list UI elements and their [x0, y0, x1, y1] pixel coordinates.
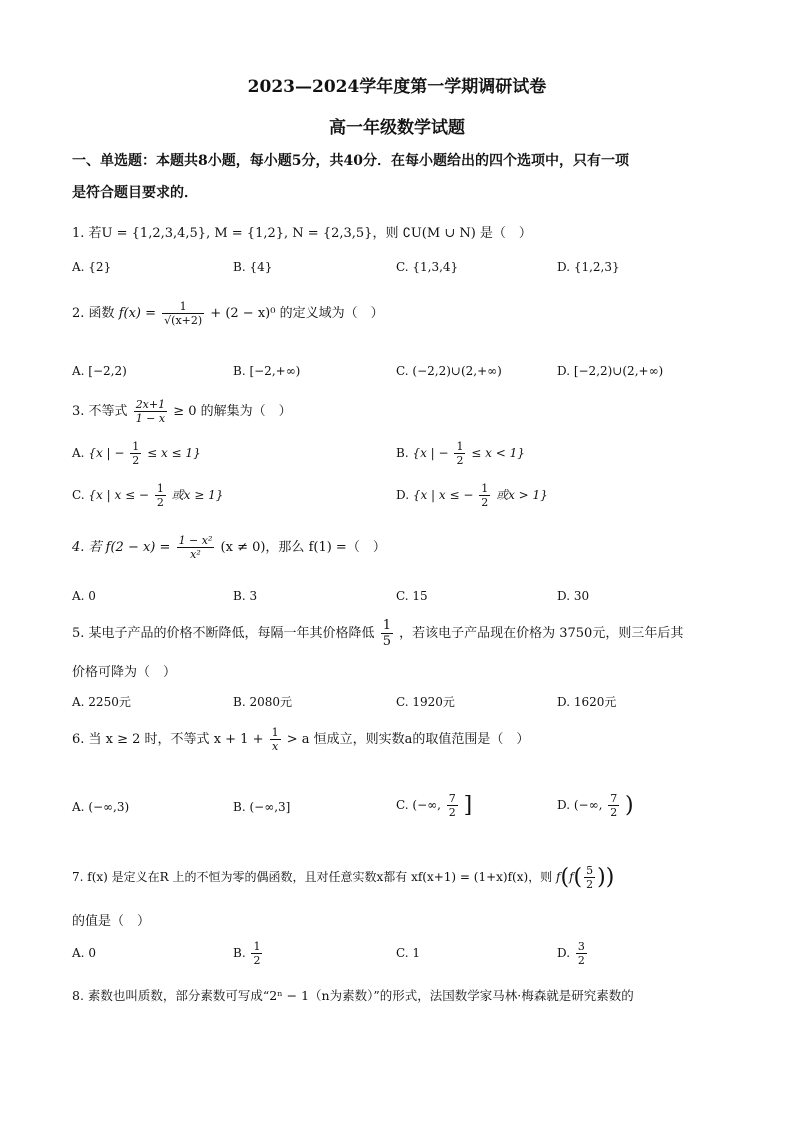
- q6-option-c-post: ]: [463, 793, 473, 818]
- q3-option-b-post: ≤ x < 1}: [471, 446, 525, 460]
- q5-stem-line2: 价格可降为（ ）: [72, 665, 177, 680]
- q5-option-b: B. 2080元: [233, 695, 292, 709]
- q2-tail: + (2 − x)⁰ 的定义域为（ ）: [210, 306, 384, 321]
- section-heading-line1: 一、单选题：本题共8小题，每小题5分，共40分．在每小题给出的四个选项中，只有一项: [72, 153, 629, 169]
- q4-option-b: B. 3: [233, 589, 258, 603]
- q3-option-d: [396, 482, 548, 509]
- q6-option-c: [396, 792, 472, 819]
- q7-numerator: 5: [586, 864, 594, 877]
- q7-f-outer: f: [556, 870, 561, 884]
- q4-option-d: D. 30: [557, 589, 590, 603]
- q1-option-a: A. {2}: [72, 260, 112, 274]
- q3-option-b-label: B.: [396, 446, 409, 460]
- q3-option-b-den: 2: [456, 454, 464, 467]
- q2-option-d: D. [−2,2)∪(2,+∞): [557, 364, 664, 378]
- q3-denominator: 1 − x: [135, 412, 166, 425]
- q6-numerator: 1: [271, 726, 279, 739]
- q7-stem: [72, 864, 614, 891]
- q6-option-d-label: D.: [557, 798, 571, 812]
- q5-option-c: C. 1920元: [396, 695, 455, 709]
- q7-option-c: [396, 946, 420, 960]
- q7-option-a-label: A.: [72, 946, 85, 960]
- q3-option-c-fraction: [155, 482, 166, 509]
- q7-text: 7. f(x) 是定义在R 上的不恒为零的偶函数，且对任意实数x都有 xf(x+1) = (1+x)f(x)，则: [72, 870, 553, 884]
- q4-stem: [72, 534, 386, 561]
- q2-option-c: C. (−2,2)∪(2,+∞): [396, 364, 502, 378]
- q3-option-d-pre: {x | x ≤ −: [412, 488, 474, 502]
- q5-tail: ，若该电子产品现在价格为 3750元，则三年后其: [399, 626, 684, 641]
- q2-prefix: 2. 函数: [72, 306, 115, 321]
- q3-option-a-label: A.: [72, 446, 85, 460]
- q7-fraction: [584, 864, 595, 891]
- q3-option-a: [72, 440, 201, 467]
- q6-option-b-text: (−∞,3]: [249, 800, 291, 814]
- exam-title: 2023—2024学年度第一学期调研试卷: [247, 77, 547, 97]
- q6-option-c-den: 2: [448, 806, 456, 819]
- q6-option-c-fraction: [447, 792, 458, 819]
- q3-option-c-pre: {x | x ≤ −: [88, 488, 149, 502]
- q3-option-a-pre: {x | −: [88, 446, 125, 460]
- q5-fraction: [381, 618, 393, 649]
- q1-stem: 1. 若U = {1,2,3,4,5}, M = {1,2}, N = {2,3,5}，则 ∁U(M ∪ N) 是（ ）: [72, 226, 532, 241]
- q3-option-a-fraction: [130, 440, 141, 467]
- q3-numerator: 2x+1: [135, 398, 166, 411]
- q3-fraction: [134, 398, 167, 425]
- q3-tail: ≥ 0 的解集为（ ）: [173, 404, 292, 419]
- q4-tail: (x ≠ 0)，那么 f(1) =（ ）: [220, 540, 386, 555]
- q6-option-a: [72, 800, 129, 814]
- q7-option-d: [557, 940, 589, 967]
- q3-option-b-num: 1: [456, 440, 464, 453]
- q7-option-d-fraction: [576, 940, 587, 967]
- q4-option-a: A. 0: [72, 589, 96, 603]
- q6-option-d-num: 7: [610, 792, 618, 805]
- q7-option-a-text: 0: [88, 946, 96, 960]
- q2-stem: [72, 300, 384, 327]
- q6-fraction: [270, 726, 281, 753]
- q5-option-d: D. 1620元: [557, 695, 617, 709]
- q7-option-c-text: 1: [412, 946, 421, 960]
- q6-prefix: 6. 当 x ≥ 2 时，不等式 x + 1 +: [72, 732, 264, 747]
- q6-tail: > a 恒成立，则实数a的取值范围是（ ）: [286, 732, 530, 747]
- exam-subtitle: 高一年级数学试题: [329, 118, 465, 138]
- q4-numerator: 1 − x²: [178, 534, 213, 547]
- q3-option-a-num: 1: [132, 440, 140, 453]
- q6-option-d-fraction: [608, 792, 619, 819]
- q6-stem: [72, 726, 529, 753]
- q3-option-b: [396, 440, 525, 467]
- q2-denominator: √(x+2): [164, 314, 203, 327]
- q3-option-b-fraction: [454, 440, 465, 467]
- q6-option-a-text: (−∞,3): [88, 800, 130, 814]
- q6-option-c-pre: (−∞,: [412, 798, 441, 812]
- q1-option-c: C. {1,3,4}: [396, 260, 459, 274]
- q6-option-b: [233, 800, 290, 814]
- q6-option-b-label: B.: [233, 800, 246, 814]
- q3-stem: [72, 398, 292, 425]
- q4-option-c: C. 15: [396, 589, 428, 603]
- q3-option-c-label: C.: [72, 488, 85, 502]
- q7-option-b-fraction: [251, 940, 262, 967]
- q4-denominator: x²: [190, 548, 201, 561]
- q4-fraction: [177, 534, 215, 561]
- q3-option-c-num: 1: [156, 482, 164, 495]
- q7-option-d-den: 2: [577, 954, 585, 967]
- q7-option-d-num: 3: [577, 940, 585, 953]
- q1-option-b: B. {4}: [233, 260, 273, 274]
- q2-option-b: B. [−2,+∞): [233, 364, 301, 378]
- section-heading-line2: 是符合题目要求的．: [72, 185, 198, 201]
- q6-option-d-den: 2: [610, 806, 618, 819]
- q2-option-a: A. [−2,2): [72, 364, 127, 378]
- q3-prefix: 3. 不等式: [72, 404, 128, 419]
- q3-option-c-post: 或x ≥ 1}: [171, 488, 224, 502]
- q5-option-a: A. 2250元: [72, 695, 131, 709]
- q5-denominator: 5: [382, 634, 391, 649]
- q7-paren-open: (: [560, 865, 570, 890]
- q6-option-a-label: A.: [72, 800, 85, 814]
- q2-function: f(x) =: [118, 306, 156, 321]
- q6-option-c-label: C.: [396, 798, 409, 812]
- q7-stem-line2: 的值是（ ）: [72, 914, 151, 929]
- q7-option-d-label: D.: [557, 946, 571, 960]
- q8-stem: 8. 素数也叫质数，部分素数可写成“2ⁿ − 1（n为素数）”的形式，法国数学家马林·梅森就是研究素数的: [72, 988, 634, 1003]
- q5-stem: [72, 618, 683, 649]
- q2-fraction: [162, 300, 204, 327]
- q7-option-b-den: 2: [253, 954, 261, 967]
- q3-option-a-post: ≤ x ≤ 1}: [147, 446, 201, 460]
- q3-option-b-pre: {x | −: [412, 446, 449, 460]
- q7-paren-close: )): [597, 865, 615, 890]
- q7-f-inner: f: [569, 870, 574, 884]
- q7-denominator: 2: [586, 878, 594, 891]
- q3-option-d-label: D.: [396, 488, 410, 502]
- q6-option-d-post: ): [625, 793, 634, 818]
- q6-denominator: x: [272, 740, 279, 753]
- q7-option-b-num: 1: [253, 940, 261, 953]
- q7-option-c-label: C.: [396, 946, 409, 960]
- q6-option-d-pre: (−∞,: [573, 798, 603, 812]
- q2-numerator: 1: [162, 300, 204, 314]
- q3-option-a-den: 2: [132, 454, 140, 467]
- q6-option-d: [557, 792, 634, 819]
- q3-option-d-num: 1: [481, 482, 489, 495]
- q3-option-c-den: 2: [156, 496, 164, 509]
- q4-prefix: 4. 若 f(2 − x) =: [72, 540, 171, 555]
- q3-option-d-fraction: [479, 482, 490, 509]
- q5-prefix: 5. 某电子产品的价格不断降低，每隔一年其价格降低: [72, 626, 375, 641]
- q7-option-b: [233, 940, 264, 967]
- q3-option-d-den: 2: [481, 496, 489, 509]
- q1-option-d: D. {1,2,3}: [557, 260, 620, 274]
- q3-option-d-post: 或x > 1}: [496, 488, 548, 502]
- q7-paren-open-2: (: [573, 865, 583, 890]
- q3-option-c: [72, 482, 223, 509]
- q7-option-a: [72, 946, 96, 960]
- q6-option-c-num: 7: [448, 792, 456, 805]
- q7-option-b-label: B.: [233, 946, 246, 960]
- q5-numerator: 1: [382, 618, 391, 633]
